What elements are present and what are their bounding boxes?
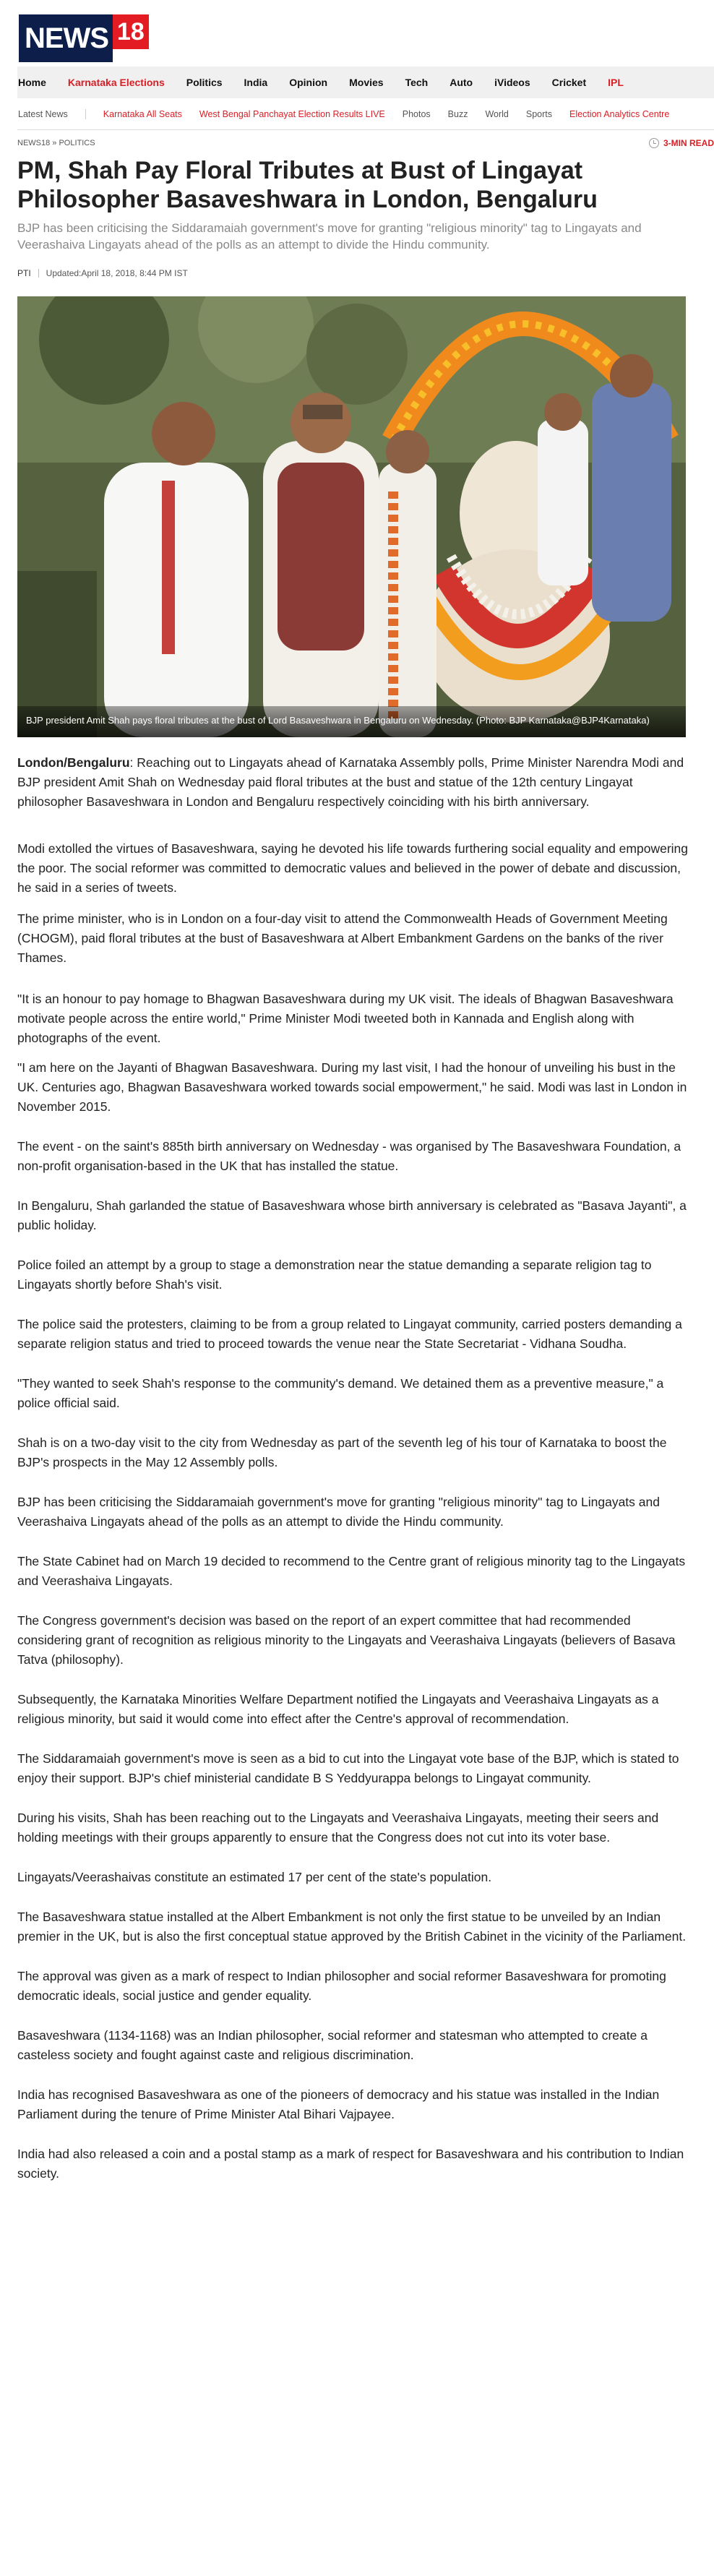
nav-item-politics[interactable]: Politics bbox=[186, 77, 223, 88]
subnav-item-wb-panchayat-results[interactable]: West Bengal Panchayat Election Results LIVE bbox=[199, 108, 385, 119]
nav-item-india[interactable]: India bbox=[244, 77, 268, 88]
paragraph: The State Cabinet had on March 19 decided to recommend to the Centre grant of religious minority tag to the Lingayats and Veerashaiva Lingayats. bbox=[17, 1554, 686, 1588]
subnav-item-election-analytics[interactable]: Election Analytics Centre bbox=[569, 108, 670, 119]
subnav-item-latest-news[interactable]: Latest News bbox=[18, 108, 68, 119]
paragraph: "It is an honour to pay homage to Bhagwan Basaveshwara during my UK visit. The ideals of Bhagwan Basaveshwara motivate people across the entire world," Prime Minister Modi tweeted both in Kannada and English along with photographs of the event. bbox=[17, 992, 674, 1045]
subnav-item-karnataka-all-seats[interactable]: Karnataka All Seats bbox=[103, 108, 182, 119]
article-source: PTI bbox=[17, 268, 31, 278]
breadcrumb-row bbox=[17, 130, 714, 156]
nav-item-ipl[interactable]: IPL bbox=[608, 77, 624, 88]
subnav-item-world[interactable]: World bbox=[485, 108, 509, 119]
subnav-item-buzz[interactable]: Buzz bbox=[447, 108, 468, 119]
primary-nav bbox=[17, 66, 714, 98]
subnav-item-photos[interactable]: Photos bbox=[402, 108, 431, 119]
paragraph: BJP has been criticising the Siddaramaiah government's move for granting "religious minority" tag to Lingayats and Veerashaiva Lingayats ahead of the polls as an attempt to divide the Hindu community. bbox=[17, 1495, 660, 1529]
article-meta bbox=[17, 266, 714, 280]
paragraph: Shah is on a two-day visit to the city from Wednesday as part of the seventh leg of his tour of Karnataka to boost the BJP's prospects in the May 12 Assembly polls. bbox=[17, 1435, 667, 1469]
meta-divider bbox=[38, 269, 39, 278]
nav-item-cricket[interactable]: Cricket bbox=[551, 77, 587, 88]
lead-text: : Reaching out to Lingayats ahead of Karnataka Assembly polls, Prime Minister Narendra Modi and BJP president Amit Shah on Wednesday paid floral tributes at the bust and statue of the 12th century Lingayat philosopher Basaveshwara in London and Bengaluru respectively coinciding with his birth anniversary. bbox=[17, 755, 684, 809]
secondary-nav bbox=[17, 98, 714, 130]
paragraph: The Basaveshwara statue installed at the Albert Embankment is not only the first statue to be unveiled by an Indian premier in the UK, but is also the first conceptual statue approved by the British Cabinet in the vicinity of the Parliament. bbox=[17, 1910, 687, 1944]
lead-paragraph bbox=[17, 753, 689, 812]
dateline: London/Bengaluru bbox=[17, 755, 130, 770]
nav-item-opinion[interactable]: Opinion bbox=[289, 77, 328, 88]
site-logo[interactable] bbox=[19, 14, 149, 62]
paragraph: Subsequently, the Karnataka Minorities Welfare Department notified the Lingayats and Veerashaiva Lingayats as a religious minority, but said it would come into effect after the Centre's approval of recommendation. bbox=[17, 1692, 659, 1726]
image-caption: BJP president Amit Shah pays floral tributes at the bust of Lord Basaveshwara in Bengaluru on Wednesday. (Photo: BJP Karnataka@BJP4Karnataka) bbox=[17, 706, 686, 737]
subnav-divider bbox=[85, 109, 86, 119]
nav-item-tech[interactable]: Tech bbox=[405, 77, 429, 88]
paragraph: In Bengaluru, Shah garlanded the statue of Basaveshwara whose birth anniversary is celebrated as "Basava Jayanti", a public holiday. bbox=[17, 1198, 687, 1232]
paragraph: The Congress government's decision was based on the report of an expert committee that had recommended considering grant of recognition as religious minority to the Lingayats and Veerashaiva Lingayats (believers of Basava Tatva (philosophy). bbox=[17, 1613, 676, 1667]
nav-item-home[interactable]: Home bbox=[18, 77, 46, 88]
paragraph: Police foiled an attempt by a group to stage a demonstration near the statue demanding a separate religion tag to Lingayats shortly before Shah's visit. bbox=[17, 1258, 652, 1292]
header bbox=[17, 0, 714, 66]
updated-timestamp: April 18, 2018, 8:44 PM IST bbox=[81, 268, 188, 278]
paragraph: The police said the protesters, claiming to be from a group related to Lingayat community, carried posters demanding a separate religion status and tried to proceed towards the venue near the State Secretariat - Vidhana Soudha. bbox=[17, 1317, 682, 1351]
logo-wordmark: NEWS bbox=[19, 14, 113, 62]
paragraph: The Siddaramaiah government's move is seen as a bid to cut into the Lingayat vote base of the BJP, which is stated to enjoy their support. BJP's chief ministerial candidate B S Yeddyurappa belongs to Lingayat community. bbox=[17, 1751, 679, 1785]
clock-icon bbox=[649, 138, 659, 148]
hero-image bbox=[17, 296, 686, 737]
read-time-badge bbox=[649, 138, 714, 148]
nav-item-movies[interactable]: Movies bbox=[349, 77, 384, 88]
hero-photo-illustration bbox=[17, 296, 686, 737]
paragraph: "They wanted to seek Shah's response to the community's demand. We detained them as a preventive measure," a police official said. bbox=[17, 1376, 664, 1410]
paragraph: Basaveshwara (1134-1168) was an Indian philosopher, social reformer and statesman who attempted to create a casteless society and fought against caste and religious discrimination. bbox=[17, 2028, 648, 2062]
nav-item-auto[interactable]: Auto bbox=[450, 77, 473, 88]
page bbox=[17, 0, 714, 2184]
paragraph: The event - on the saint's 885th birth anniversary on Wednesday - was organised by The Basaveshwara Foundation, a non-profit organisation-based in the UK that has installed the statue. bbox=[17, 1139, 681, 1173]
article-body bbox=[17, 753, 689, 2184]
breadcrumb[interactable]: NEWS18 » POLITICS bbox=[17, 139, 95, 147]
nav-item-karnataka-elections[interactable]: Karnataka Elections bbox=[67, 77, 165, 88]
paragraph: India has recognised Basaveshwara as one of the pioneers of democracy and his statue was installed in the Indian Parliament during the tenure of Prime Minister Atal Bihari Vajpayee. bbox=[17, 2087, 660, 2121]
paragraph: Modi extolled the virtues of Basaveshwara, saying he devoted his life towards furthering social equality and empowering the poor. The social reformer was committed to democratic values and believed in the power of debate and discussion, he said in a series of tweets. bbox=[17, 841, 689, 895]
read-time-label: 3-MIN READ bbox=[663, 138, 714, 148]
updated-label: Updated: bbox=[46, 268, 82, 278]
nav-item-ivideos[interactable]: iVideos bbox=[494, 77, 530, 88]
subnav-item-sports[interactable]: Sports bbox=[525, 108, 553, 119]
paragraph: The approval was given as a mark of respect to Indian philosopher and social reformer Basaveshwara for promoting democratic ideals, social justice and gender equality. bbox=[17, 1969, 666, 2003]
paragraph: The prime minister, who is in London on a four-day visit to attend the Commonwealth Heads of Government Meeting (CHOGM), paid floral tributes at the bust of Basaveshwara at Albert Embankment Gardens on the banks of the river Thames. bbox=[17, 911, 668, 965]
article-subtitle: BJP has been criticising the Siddaramaiah government's move for granting "religious minority" tag to Lingayats and Veerashaiva Lingayats ahead of the polls as an attempt to divide the Hindu community. bbox=[17, 221, 642, 252]
paragraph: During his visits, Shah has been reaching out to the Lingayats and Veerashaiva Lingayats, meeting their seers and holding meetings with their groups apparently to ensure that the Congress does not cut into its voter base. bbox=[17, 1811, 659, 1845]
paragraph: "I am here on the Jayanti of Bhagwan Basaveshwara. During my last visit, I had the honour of unveiling his bust in the UK. Centuries ago, Bhagwan Basaveshwara worked towards social empowerment," he said. Modi was last in London in November 2015. bbox=[17, 1060, 687, 1114]
paragraph: India had also released a coin and a postal stamp as a mark of respect for Basaveshwara and his contribution to Indian society. bbox=[17, 2147, 684, 2181]
logo-number: 18 bbox=[113, 14, 149, 49]
paragraph: Lingayats/Veerashaivas constitute an estimated 17 per cent of the state's population. bbox=[17, 1870, 492, 1884]
article-title: PM, Shah Pay Floral Tributes at Bust of Lingayat Philosopher Basaveshwara in London, Bengaluru bbox=[17, 157, 598, 213]
